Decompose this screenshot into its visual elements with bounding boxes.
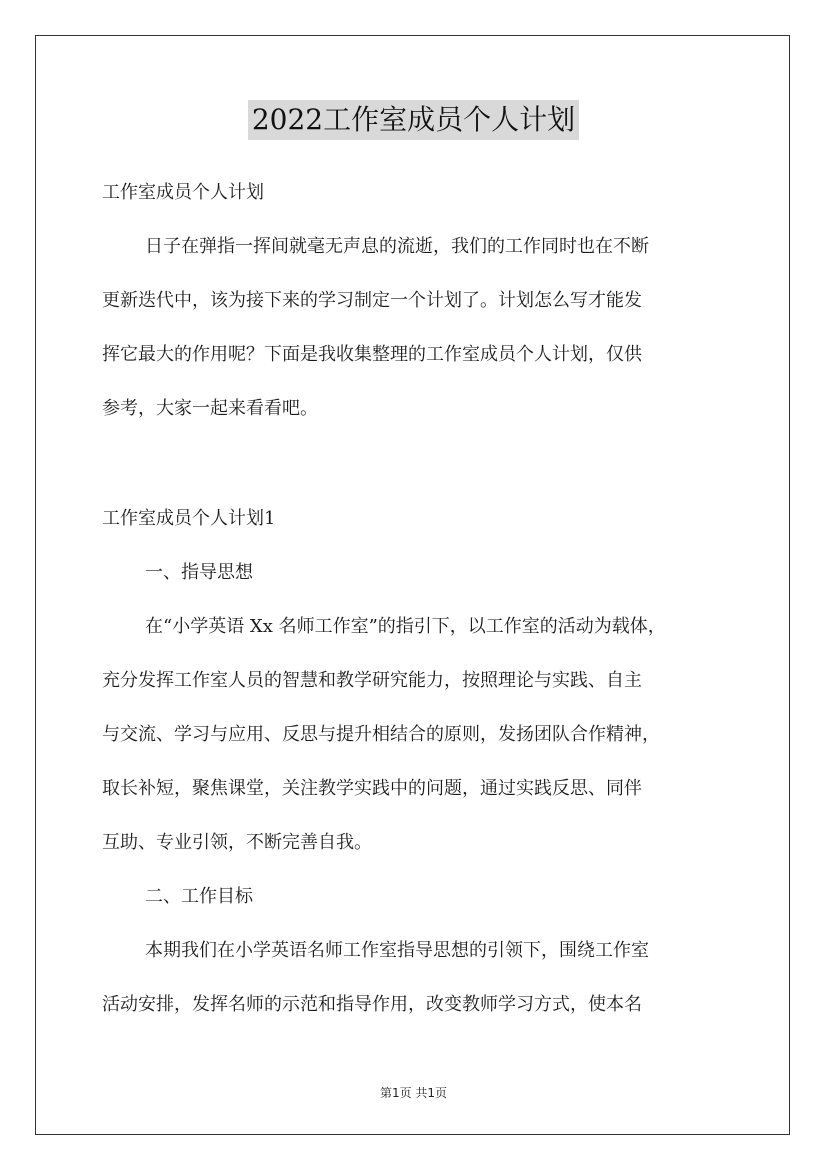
paragraph-line: 更新迭代中，该为接下来的学习制定一个计划了。计划怎么写才能发 bbox=[102, 290, 642, 311]
paragraph-line: 日子在弹指一挥间就毫无声息的流逝，我们的工作同时也在不断 bbox=[145, 236, 649, 257]
title-container bbox=[0, 100, 827, 140]
subtitle-line: 工作室成员个人计划 bbox=[102, 182, 264, 203]
document-title: 2022工作室成员个人计划 bbox=[248, 100, 579, 140]
section-heading: 工作室成员个人计划1 bbox=[102, 508, 276, 529]
paragraph-line: 参考，大家一起来看看吧。 bbox=[102, 398, 318, 419]
paragraph-line: 本期我们在小学英语名师工作室指导思想的引领下，围绕工作室 bbox=[145, 940, 649, 961]
paragraph-line: 充分发挥工作室人员的智慧和教学研究能力，按照理论与实践、自主 bbox=[102, 670, 642, 691]
paragraph-line: 互助、专业引领，不断完善自我。 bbox=[102, 832, 372, 853]
page-number: 第1页 共1页 bbox=[379, 1086, 448, 1100]
subsection-heading: 一、指导思想 bbox=[145, 562, 253, 583]
subsection-heading: 二、工作目标 bbox=[145, 886, 253, 907]
paragraph-line: 在“小学英语 Xx 名师工作室”的指引下，以工作室的活动为载体， bbox=[145, 616, 666, 637]
paragraph-line: 挥它最大的作用呢？下面是我收集整理的工作室成员个人计划，仅供 bbox=[102, 344, 642, 365]
paragraph-line: 与交流、学习与应用、反思与提升相结合的原则，发扬团队合作精神， bbox=[102, 724, 660, 745]
paragraph-line: 活动安排，发挥名师的示范和指导作用，改变教师学习方式，使本名 bbox=[102, 994, 642, 1015]
paragraph-line: 取长补短，聚焦课堂，关注教学实践中的问题，通过实践反思、同伴 bbox=[102, 778, 642, 799]
